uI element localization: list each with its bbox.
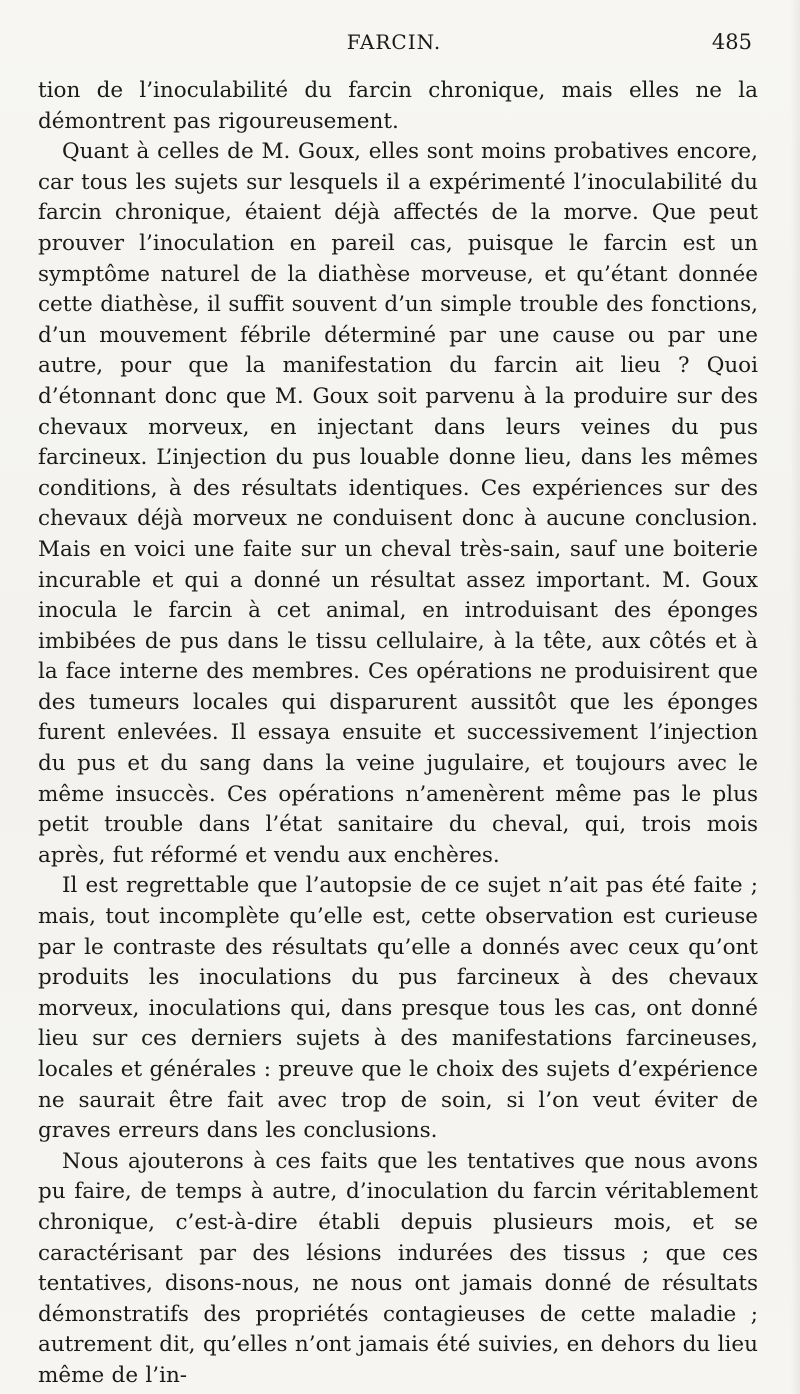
paragraph-continuation: tion de l’inoculabilité du farcin chronique, mais elles ne la démontrent pas rigoureusement.: [38, 78, 758, 134]
paragraph-autopsy-regret: Il est regrettable que l’autopsie de ce sujet n’ait pas été faite ; mais, tout incomplète qu’elle est, cette observation est curieuse par le contraste des résultats qu’elle a donnés avec ceux qu’ont produits les inoculations du pus farcineux à des chevaux morveux, inoculations qui, dans presque tous les cas, ont donné lieu sur ces derniers sujets à des manifestations farcineuses, locales et générales : preuve que le choix des sujets d’expérience ne saurait être fait avec trop de soin, si l’on veut éviter de graves erreurs dans les conclusions.: [38, 873, 758, 1144]
page-number: 485: [711, 30, 752, 54]
body-text: [38, 76, 758, 1392]
paragraph-goux-experiments: Quant à celles de M. Goux, elles sont moins probatives encore, car tous les sujets sur lesquels il a expérimenté l’inoculabilité du farcin chronique, étaient déjà affectés de la morve. Que peut prouver l’inoculation en pareil cas, puisque le farcin est un symptôme naturel de la diathèse morveuse, et qu’étant donnée cette diathèse, il suffit souvent d’un simple trouble des fonctions, d’un mouvement fébrile déterminé par une cause ou par une autre, pour que la manifestation du farcin ait lieu ? Quoi d’étonnant donc que M. Goux soit parvenu à la produire sur des chevaux morveux, en injectant dans leurs veines du pus farcineux. L’injection du pus louable donne lieu, dans les mêmes conditions, à des résultats identiques. Ces expériences sur des chevaux déjà morveux ne conduisent donc à aucune conclusion. Mais en voici une faite sur un cheval très-sain, sauf une boiterie incurable et qui a donné un résultat assez important. M. Goux inocula le farcin à cet animal, en introduisant des éponges imbibées de pus dans le tissu cellulaire, à la tête, aux côtés et à la face interne des membres. Ces opérations ne produisirent que des tumeurs locales qui disparurent aussitôt que les éponges furent enlevées. Il essaya ensuite et successivement l’injection du pus et du sang dans la veine jugulaire, et toujours avec le même insuccès. Ces opérations n’amenèrent même pas le plus petit trouble dans l’état sanitaire du cheval, qui, trois mois après, fut réformé et vendu aux enchères.: [38, 139, 758, 868]
page-header: [36, 30, 752, 62]
paragraph-own-attempts: Nous ajouterons à ces faits que les tentatives que nous avons pu faire, de temps à autre, d’inoculation du farcin véritablement chronique, c’est-à-dire établi depuis plusieurs mois, et se caractérisant par des lésions indurées des tissus ; que ces tentatives, disons-nous, ne nous ont jamais donné de résultats démonstratifs des propriétés contagieuses de cette maladie ; autrement dit, qu’elles n’ont jamais été suivies, en dehors du lieu même de l’in-: [38, 1148, 758, 1388]
running-head: FARCIN.: [346, 30, 442, 54]
page-edge-shadow: [790, 0, 800, 1394]
